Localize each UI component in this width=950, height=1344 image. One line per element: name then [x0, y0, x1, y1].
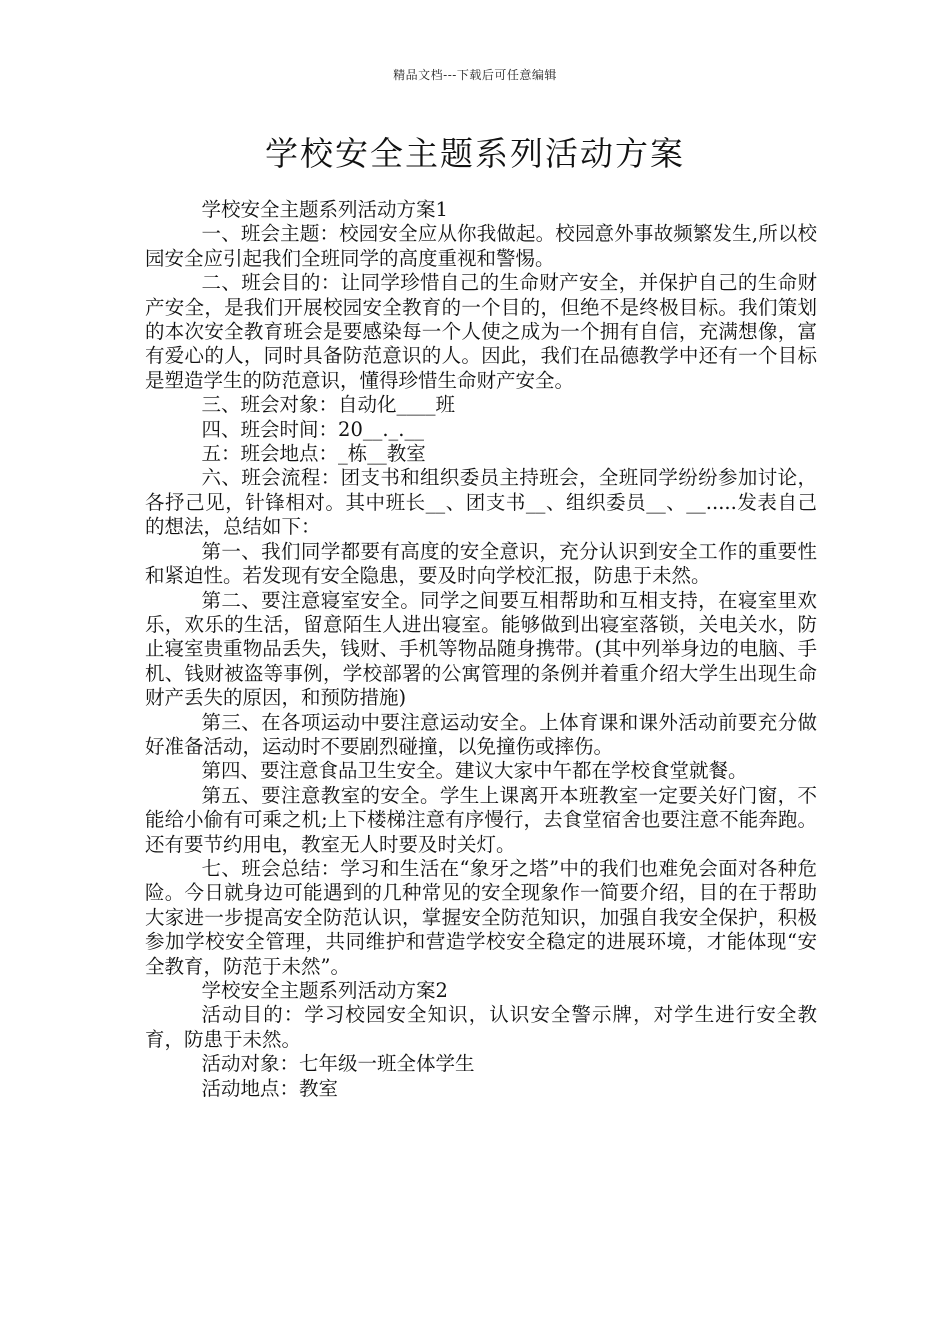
paragraph-time: 四、班会时间：20__._.__	[201, 417, 425, 441]
paragraph-theme: 一、班会主题：校园安全应从你我做起。校园意外事故频繁发生,所以校园安全应引起我们全班同学的高度重视和警惕。	[145, 222, 817, 270]
paragraph-point-5: 第五、要注意教室的安全。学生上课离开本班教室一定要关好门窗，不能给小偷有可乘之机;上下楼梯注意有序慢行，去食堂宿舍也要注意不能奔跑。还有要节约用电，教室无人时要及时关灯。	[145, 783, 817, 856]
document-title: 学校安全主题系列活动方案	[265, 134, 685, 173]
section-heading-plan-2: 学校安全主题系列活动方案2	[201, 979, 448, 1002]
header-note: 精品文档---下载后可任意编辑	[393, 68, 557, 82]
paragraph-point-1: 第一、我们同学都要有高度的安全意识，充分认识到安全工作的重要性和紧迫性。若发现有安全隐患，要及时向学校汇报，防患于未然。	[145, 539, 817, 588]
paragraph-process: 六、班会流程：团支书和组织委员主持班会，全班同学纷纷参加讨论，各抒己见，针锋相对。其中班长__、团支书__、组织委员__、__.....发表自己的想法，总结如下：	[145, 466, 817, 539]
paragraph-audience: 三、班会对象：自动化____班	[201, 393, 456, 417]
document-body	[145, 198, 817, 1101]
section-heading-plan-1: 学校安全主题系列活动方案1	[201, 198, 448, 221]
paragraph-point-4: 第四、要注意食品卫生安全。建议大家中午都在学校食堂就餐。	[201, 759, 748, 783]
paragraph-activity-purpose: 活动目的：学习校园安全知识，认识安全警示牌，对学生进行安全教育，防患于未然。	[145, 1003, 817, 1051]
paragraph-point-3: 第三、在各项运动中要注意运动安全。上体育课和课外活动前要充分做好准备活动，运动时不要剧烈碰撞，以免撞伤或摔伤。	[145, 710, 817, 758]
paragraph-purpose: 二、班会目的：让同学珍惜自己的生命财产安全，并保护自己的生命财产安全，是我们开展校园安全教育的一个目的，但绝不是终极目标。我们策划的本次安全教育班会是要感染每一个人使之成为一个拥有自信，充满想像，富有爱心的人，同时具备防范意识的人。因此，我们在品德教学中还有一个目标是塑造学生的防范意识，懂得珍惜生命财产安全。	[145, 271, 817, 392]
paragraph-summary: 七、班会总结：学习和生活在“象牙之塔”中的我们也难免会面对各种危险。今日就身边可能遇到的几种常见的安全现象作一简要介绍，目的在于帮助大家进一步提高安全防范认识，掌握安全防范知识，加强自我安全保护，积极参加学校安全管理，共同维护和营造学校安全稳定的进展环境，才能体现“安全教育，防范于未然”。	[145, 856, 817, 978]
paragraph-activity-audience: 活动对象：七年级一班全体学生	[201, 1052, 475, 1076]
paragraph-location: 五：班会地点：_栋__教室	[201, 442, 426, 466]
paragraph-activity-location: 活动地点：教室	[201, 1076, 339, 1100]
paragraph-point-2: 第二、要注意寝室安全。同学之间要互相帮助和互相支持，在寝室里欢乐，欢乐的生活，留意陌生人进出寝室。能够做到出寝室落锁，关电关水，防止寝室贵重物品丢失，钱财、手机等物品随身携带。(其中列举身边的电脑、手机、钱财被盗等事例，学校部署的公寓管理的条例并着重介绍大学生出现生命财产丢失的原因，和预防措施)	[145, 588, 817, 710]
